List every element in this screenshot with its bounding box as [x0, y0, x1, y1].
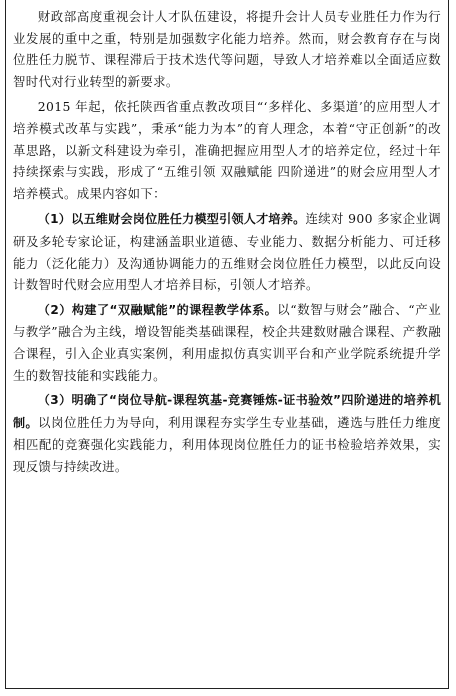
paragraph-text: 2015 年起，依托陕西省重点教改项目“‘多样化、多渠道’的应用型人才培养模式改革与实践”，秉承“能力为本”的育人理念，本着“守正创新”的改革思路，以新文科建设为牵引，准确把握应用型人才的培养定位，经过十年持续探索与实践，形成了“五维引领 双融赋能 四阶递进”的财会应用型人才培养模式。成果内容如下：: [13, 99, 441, 201]
paragraph-text: 以“数智与财会”融合、“产业与教学”融合为主线，增设智能类基础课程，校企共建数财融合课程、产教融合课程，引入企业真实案例，利用虚拟仿真实训平台和产业学院系统提升学生的数智技能和实践能力。: [13, 301, 442, 383]
paragraph-text: 连续对 900 多家企业调研及多轮专家论证，构建涵盖职业道德、专业能力、数据分析能力、可迁移能力（泛化能力）及沟通协调能力的五维财会岗位胜任力模型，以此反向设计数智时代财会应用型人才培养目标，引领人才培养。: [13, 211, 441, 293]
result-3-heading: （3）明确了“岗位导航-课程筑基-竞赛锤炼-证书验效”四阶递进的培养机制。: [13, 393, 441, 430]
result-2-heading: （2）构建了“双融赋能”的课程教学体系。: [37, 302, 278, 317]
paragraph-result-2: [13, 299, 441, 386]
paragraph-background: [13, 6, 441, 92]
paragraph-result-3: [13, 389, 441, 477]
paragraph-result-1: [13, 208, 441, 295]
result-1-heading: （1）以五维财会岗位胜任力模型引领人才培养。: [37, 212, 306, 227]
document-body: [13, 6, 441, 480]
paragraph-text: 以岗位胜任力为导向，利用课程夯实学生专业基础，遴选与胜任力维度相匹配的竞赛强化实践能力，利用体现岗位胜任力的证书检验培养效果，实现反馈与持续改进。: [13, 414, 441, 474]
paragraph-text: 财政部高度重视会计人才队伍建设，将提升会计人员专业胜任力作为行业发展的重中之重，特别是加强数字化能力培养。然而，财会教育存在与岗位胜任力脱节、课程滞后于技术迭代等问题，导致人才培养难以全面适应数智时代对行业转型的新要求。: [13, 9, 441, 89]
paragraph-overview: [13, 96, 441, 204]
